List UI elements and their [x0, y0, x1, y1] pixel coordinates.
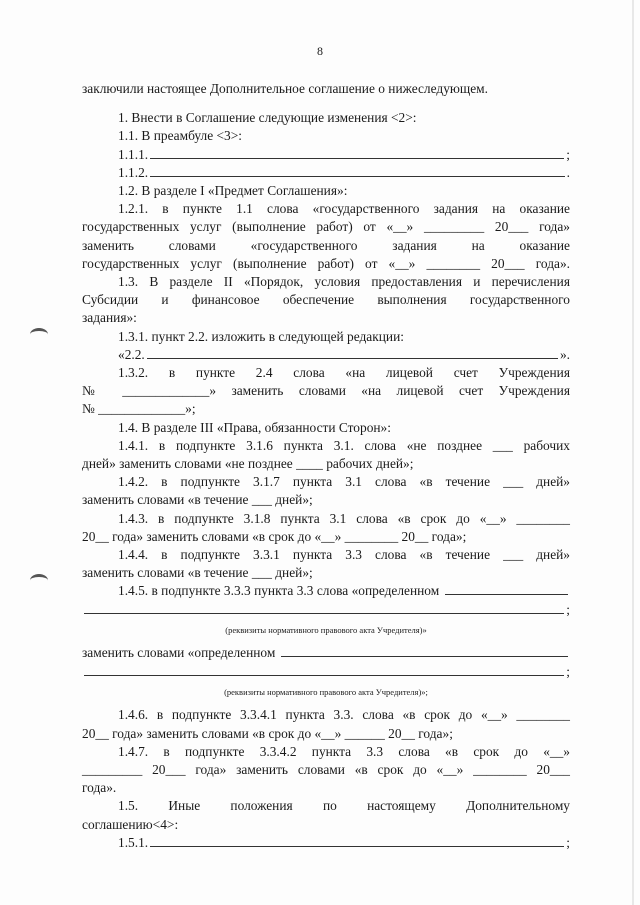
clause-1-4-2-line-b: заменить словами «в течение ___ дней»; [82, 492, 313, 508]
clause-1-4-5-line-d [82, 663, 570, 681]
blank-line [84, 663, 564, 676]
clause-1-1-1 [82, 146, 570, 164]
clause-1-4-6-line-a: 1.4.6. в подпункте 3.3.4.1 пункта 3.3. слова «в срок до «__» ________ [118, 707, 570, 723]
clause-1-3-line-b: Субсидии и финансовое обеспечение выполнения государственного [82, 292, 570, 308]
clause-1-2-1-line-c: заменить словами «государственного задания на оказание [82, 237, 570, 253]
clause-1-4-3-line-b: 20__ года» заменить словами «в срок до «__» ________ 20__ года»; [82, 528, 467, 544]
blank-line [150, 146, 564, 159]
clause-1-4-7-line-a: 1.4.7. в подпункте 3.3.4.2 пункта 3.3 слова «в срок до «__» [118, 743, 570, 759]
clause-label: «2.2. [118, 346, 145, 362]
clause-end: ». [559, 346, 570, 362]
blank-line [84, 601, 564, 614]
clause-label: 1.1.2. [118, 164, 149, 180]
clause-1-5-1 [82, 834, 570, 852]
clause-label: 1.1.1. [118, 146, 149, 162]
clause-1-5-line-a: 1.5. Иные положения по настоящему Дополнительному [118, 798, 570, 814]
clause-1-3-2-line-a: 1.3.2. в пункте 2.4 слова «на лицевой счет Учреждения [118, 365, 570, 381]
clause-label: 1.5.1. [118, 834, 149, 850]
clause-1-4-1-line-a: 1.4.1. в подпункте 3.1.6 пункта 3.1. слова «не позднее ___ рабочих [118, 437, 570, 453]
clause-1-4-7-line-b: _________ 20___ года» заменить словами «в срок до «__» ________ 20___ [82, 761, 570, 777]
caption-legal-act-1: (реквизиты нормативного правового акта Учредителя)» [225, 624, 427, 635]
clause-end: ; [566, 663, 570, 679]
clause-1-3-line-a: 1.3. В разделе II «Порядок, условия предоставления и перечисления [118, 274, 570, 290]
clause-end: . [566, 164, 570, 180]
page-number: 8 [317, 44, 323, 58]
clause-1-4-5-line-c [82, 644, 570, 662]
clause-1-3-line-c: задания»: [82, 310, 137, 326]
blank-line [147, 346, 558, 359]
clause-label: заменить словами «определенном [82, 645, 279, 661]
clause-1-2-1-line-b: государственных услуг (выполнение работ) от «__» _________ 20___ года» [82, 219, 570, 235]
clause-1-2-1-line-d: государственных услуг (выполнение работ) от «__» ________ 20___ года». [82, 255, 570, 271]
clause-1-1-2 [82, 164, 570, 182]
clause-1-4-4-line-a: 1.4.4. в подпункте 3.3.1 пункта 3.3 слова «в течение ___ дней» [118, 547, 570, 563]
clause-2-2-text [82, 346, 570, 364]
clause-1-2-1-line-a: 1.2.1. в пункте 1.1 слова «государственного задания на оказание [118, 201, 570, 217]
clause-1-3-2-line-b: № _____________» заменить словами «на лицевой счет Учреждения [82, 383, 570, 399]
clause-1: 1. Внести в Соглашение следующие изменения <2>: [118, 110, 417, 126]
blank-line [150, 834, 564, 847]
clause-1-4-1-line-b: дней» заменить словами «не позднее ____ рабочих дней»; [82, 456, 414, 472]
clause-end: ; [566, 601, 570, 617]
binding-mark-top [30, 328, 48, 341]
clause-1-3-2-line-c: № _____________»; [82, 401, 196, 417]
clause-1-2: 1.2. В разделе I «Предмет Соглашения»: [118, 183, 348, 199]
binding-mark-bottom [30, 574, 48, 587]
clause-1-4-5-line-b [82, 601, 570, 619]
clause-1-4-6-line-b: 20__ года» заменить словами «в срок до «__» ______ 20__ года»; [82, 725, 453, 741]
clause-1-1: 1.1. В преамбуле <3>: [118, 128, 242, 144]
intro-line: заключили настоящее Дополнительное соглашение о нижеследующем. [82, 81, 488, 96]
blank-line [281, 644, 568, 657]
scan-edge [632, 0, 634, 905]
clause-1-4-4-line-b: заменить словами «в течение ___ дней»; [82, 565, 313, 581]
blank-line [445, 582, 568, 595]
clause-end: ; [566, 834, 570, 850]
clause-1-4-5-line-a [82, 582, 570, 600]
clause-1-4-2-line-a: 1.4.2. в подпункте 3.1.7 пункта 3.1 слова «в течение ___ дней» [118, 474, 570, 490]
clause-1-4-3-line-a: 1.4.3. в подпункте 3.1.8 пункта 3.1 слова «в срок до «__» ________ [118, 510, 570, 526]
clause-label: 1.4.5. в подпункте 3.3.3 пункта 3.3 слова «определенном [118, 583, 443, 599]
clause-1-3-1: 1.3.1. пункт 2.2. изложить в следующей редакции: [118, 328, 404, 344]
caption-legal-act-2: (реквизиты нормативного правового акта Учредителя)»; [224, 686, 428, 697]
document-body [82, 80, 570, 852]
clause-1-5-line-b: соглашению<4>: [82, 816, 179, 832]
clause-end: ; [566, 146, 570, 162]
clause-1-4-7-line-c: года». [82, 780, 117, 796]
clause-1-4: 1.4. В разделе III «Права, обязанности Сторон»: [118, 419, 391, 435]
blank-line [150, 164, 565, 177]
